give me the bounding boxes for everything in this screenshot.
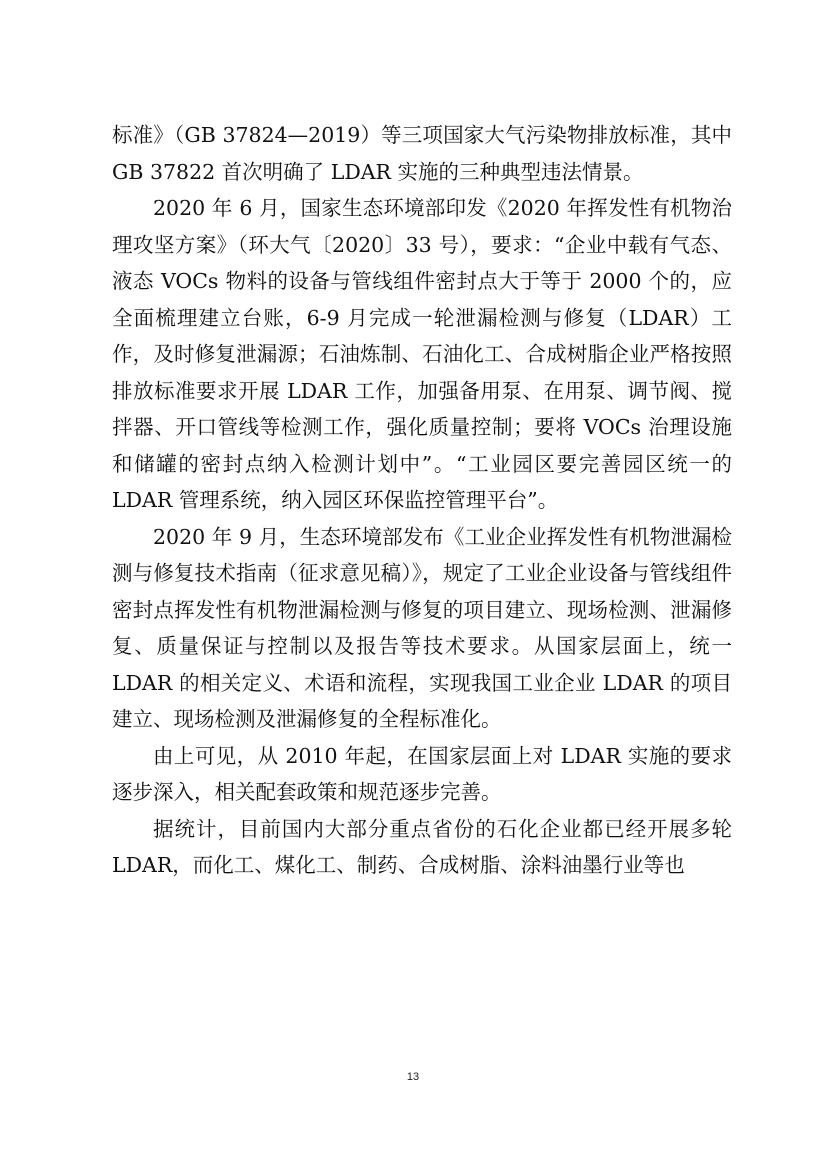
body-text (112, 117, 732, 884)
paragraph-summary: 由上可见，从 2010 年起，在国家层面上对 LDAR 实施的要求逐步深入，相关配套政策和规范逐步完善。 (112, 743, 732, 804)
paragraph-statistics: 据统计，目前国内大部分重点省份的石化企业都已经开展多轮 LDAR，而化工、煤化工、制药、合成树脂、涂料油墨行业等也 (112, 816, 732, 877)
paragraph-continuation: 标准》（GB 37824—2019）等三项国家大气污染物排放标准，其中 GB 37822 首次明确了 LDAR 实施的三种典型违法情景。 (112, 123, 732, 184)
paragraph-2020-june-plan: 2020 年 6 月，国家生态环境部印发《2020 年挥发性有机物治理攻坚方案》（环大气〔2020〕33 号），要求：“企业中载有气态、液态 VOCs 物料的设备与管线组件密封点大于等于 2000 个的，应全面梳理建立台账，6-9 月完成一轮泄漏检测与修复（LDAR）工作，及时修复泄漏源；石油炼制、石油化工、合成树脂企业严格按照排放标准要求开展 LDAR 工作，加强备用泵、在用泵、调节阀、搅拌器、开口管线等检测工作，强化质量控制；要将 VOCs 治理设施和储罐的密封点纳入检测计划中”。“工业园区要完善园区统一的 LDAR 管理系统，纳入园区环保监控管理平台”。 (112, 196, 732, 512)
paragraph-2020-september-guide: 2020 年 9 月，生态环境部发布《工业企业挥发性有机物泄漏检测与修复技术指南（征求意见稿）》，规定了工业企业设备与管线组件密封点挥发性有机物泄漏检测与修复的项目建立、现场检测、泄漏修复、质量保证与控制以及报告等技术要求。从国家层面上，统一 LDAR 的相关定义、术语和流程，实现我国工业企业 LDAR 的项目建立、现场检测及泄漏修复的全程标准化。 (112, 524, 732, 731)
page-number: 13 (406, 1071, 420, 1083)
